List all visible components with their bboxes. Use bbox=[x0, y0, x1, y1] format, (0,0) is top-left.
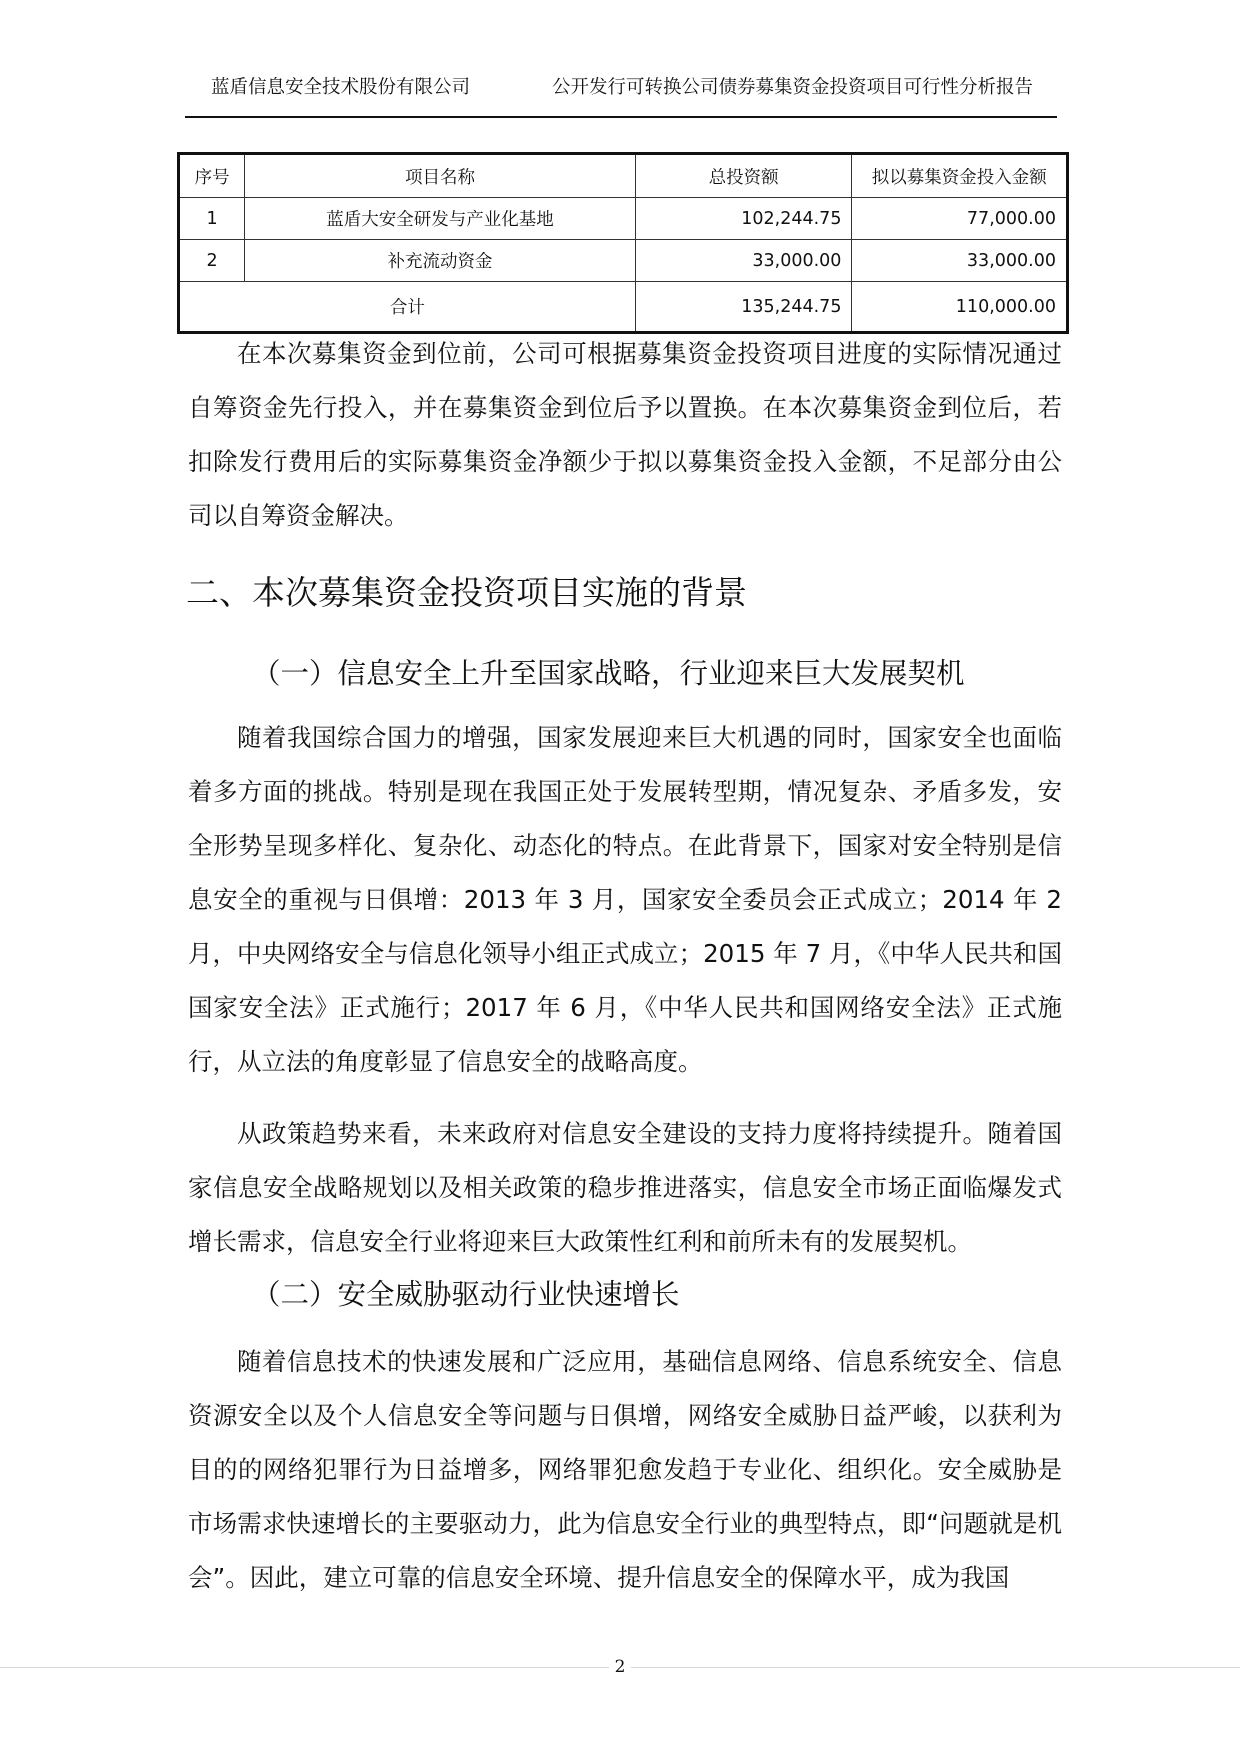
cell-raised: 77,000.00 bbox=[852, 198, 1068, 240]
cell-name: 补充流动资金 bbox=[245, 240, 636, 282]
header-total: 总投资额 bbox=[635, 154, 852, 198]
page-number-text: 2 bbox=[609, 1657, 632, 1677]
cell-name: 蓝盾大安全研发与产业化基地 bbox=[245, 198, 636, 240]
section-title: 二、本次募集资金投资项目实施的背景 bbox=[186, 573, 747, 612]
table-total-row bbox=[179, 282, 1068, 333]
header-report-title: 公开发行可转换公司债券募集资金投资项目可行性分析报告 bbox=[551, 77, 1033, 98]
subsection-title-2: （二）安全威胁驱动行业快速增长 bbox=[252, 1278, 680, 1311]
page-number bbox=[0, 1655, 1240, 1679]
page-header bbox=[185, 68, 1057, 118]
total-label: 合计 bbox=[179, 282, 636, 333]
cell-no: 2 bbox=[179, 240, 245, 282]
cell-no: 1 bbox=[179, 198, 245, 240]
total-amount: 135,244.75 bbox=[635, 282, 852, 333]
cell-raised: 33,000.00 bbox=[852, 240, 1068, 282]
paragraph-background-1: 随着我国综合国力的增强，国家发展迎来巨大机遇的同时，国家安全也面临着多方面的挑战。特别是现在我国正处于发展转型期，情况复杂、矛盾多发，安全形势呈现多样化、复杂化、动态化的特点。在此背景下，国家对安全特别是信息安全的重视与日俱增：2013 年 3 月，国家安全委员会正式成立；2014 年 2 月，中央网络安全与信息化领导小组正式成立；2015 年 7 月，《中华人民共和国国家安全法》正式施行；2017 年 6 月，《中华人民共和国网络安全法》正式施行，从立法的角度彰显了信息安全的战略高度。 bbox=[188, 723, 1062, 1076]
header-no: 序号 bbox=[179, 154, 245, 198]
header-company: 蓝盾信息安全技术股份有限公司 bbox=[211, 77, 471, 98]
cell-total: 33,000.00 bbox=[635, 240, 852, 282]
table-row bbox=[179, 198, 1068, 240]
cell-total: 102,244.75 bbox=[635, 198, 852, 240]
paragraph-funding: 在本次募集资金到位前，公司可根据募集资金投资项目进度的实际情况通过自筹资金先行投入，并在募集资金到位后予以置换。在本次募集资金到位后，若扣除发行费用后的实际募集资金净额少于拟以募集资金投入金额，不足部分由公司以自筹资金解决。 bbox=[188, 339, 1062, 530]
total-raised: 110,000.00 bbox=[852, 282, 1068, 333]
subsection-title-1: （一）信息安全上升至国家战略，行业迎来巨大发展契机 bbox=[252, 657, 965, 690]
table-header-row bbox=[179, 154, 1068, 198]
header-name: 项目名称 bbox=[245, 154, 636, 198]
investment-table bbox=[177, 152, 1069, 334]
header-raised: 拟以募集资金投入金额 bbox=[852, 154, 1068, 198]
paragraph-background-2: 从政策趋势来看，未来政府对信息安全建设的支持力度将持续提升。随着国家信息安全战略规划以及相关政策的稳步推进落实，信息安全市场正面临爆发式增长需求，信息安全行业将迎来巨大政策性红利和前所未有的发展契机。 bbox=[188, 1119, 1062, 1256]
paragraph-threats: 随着信息技术的快速发展和广泛应用，基础信息网络、信息系统安全、信息资源安全以及个人信息安全等问题与日俱增，网络安全威胁日益严峻，以获利为目的的网络犯罪行为日益增多，网络罪犯愈发趋于专业化、组织化。安全威胁是市场需求快速增长的主要驱动力，此为信息安全行业的典型特点，即“问题就是机会”。因此，建立可靠的信息安全环境、提升信息安全的保障水平，成为我国 bbox=[188, 1347, 1062, 1592]
table-row bbox=[179, 240, 1068, 282]
